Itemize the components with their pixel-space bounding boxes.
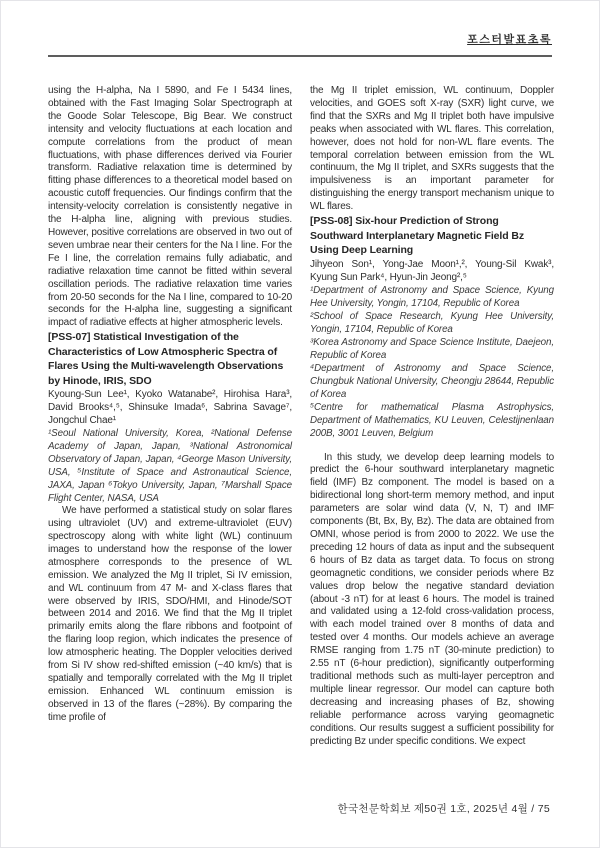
affiliation-entry: ¹Department of Astronomy and Space Science, Kyung Hee University, Yongin, 17104, Republic of Korea: [310, 284, 554, 309]
right-column: [310, 85, 554, 748]
affiliation-entry: ²School of Space Research, Kyung Hee University, Yongin, 17104, Republic of Korea: [310, 310, 554, 335]
abstract-continuation-text: the Mg II triplet emission, WL continuum, Doppler velocities, and GOES soft X-ray (SXR) light curve, we find that the SXRs and Mg II triplet both have impulsive peaks when associated with WL flares. This correlation, however, does not hold for non-WL flare events. The temporal correlation between emission from the WL continuum, the Mg II triplet, and SXRs suggests that the impulsiveness is an important parameter for distinguishing the energy transport mechanism unique to WL flares.: [310, 85, 554, 213]
abstract-continuation-text: using the H-alpha, Na I 5890, and Fe I 5434 lines, obtained with the Fast Imaging Solar Spectrograph at the Goode Solar Telescope, Big Bear. We construct intensity and velocity fluctuations at each location and compute correlations from the product of mean fluctuations, with phase differences derived via Fourier transform. Radiative relaxation time is determined by fitting phase differences to a theoretical model based on acoustic cutoff frequencies. Our findings confirm that the intensity-velocity correlation is consistently negative in the H-alpha line, aligning with previous studies. However, positive correlations are observed in two out of seven umbrae near their centers for the Na I line. For the Fe I line, the correlation remains fully adiabatic, and radiative relaxation time cannot be fitted within several oscillation periods. The radiative relaxation time varies from 20-50 seconds for the Na I line, compared to 10-20 seconds for the H-alpha line, suggesting a significant impact of radiative effects at higher atmospheric levels.: [48, 85, 292, 329]
abstract-title-pss07: [PSS-07] Statistical Investigation of the Characteristics of Low Atmospheric Spectra of Flares Using the Multi-wavelength Observations by Hinode, IRIS, SDO: [48, 331, 284, 387]
affiliation-entry: ⁴Department of Astronomy and Space Science, Chungbuk National University, Cheongju 28644, Republic of Korea: [310, 362, 554, 400]
affiliation-entry: ⁵Centre for mathematical Plasma Astrophysics, Department of Mathematics, KU Leuven, Celestijnenlaan 200B, 3001 Leuven, Belgium: [310, 401, 554, 439]
author-list-pss08: Jihyeon Son¹, Yong-Jae Moon¹,², Young-Sil Kwak³, Kyung Sun Park⁴, Hyun-Jin Jeong²,⁵: [310, 258, 554, 283]
header-rule: [48, 55, 552, 57]
two-column-layout: [48, 85, 554, 748]
abstract-body-pss08: In this study, we develop deep learning models to predict the 6-hour southward interplanetary magnetic field (IMF) Bz component. The model is based on a bidirectional long short-term memory method, and input parameters are solar wind data (V, N, T) and IMF components (Bt, Bx, By, Bz). The data are obtained from OMNI, whose period is from 2000 to 2022. We use the preceding 12 hours of data as input and the subsequent 6 hours of Bz data as target data. To focus on strong geomagnetic conditions, we consider periods where Bz values drop below the negative standard deviation (about -3 nT) for at least 6 hours. The model is trained and validated using a 12-fold cross-validation process, with each model trained over 8 months of data and tested over 4 months. Our models achieve an average RMSE ranging from 1.75 nT (30-minute prediction) to 2.55 nT (6-hour prediction), significantly outperforming traditional methods such as multi-layer perceptron and multiple linear regressor. Our model can capture both decreasing and increasing phases of Bz, showing reliable performance across varying geomagnetic conditions. Our results suggest a sufficient possibility for predicting Bz under specific conditions. We expect: [310, 451, 554, 747]
affiliations-pss07: ¹Seoul National University, Korea, ²National Defense Academy of Japan, Japan, ³National Astronomical Observatory of Japan, Japan, ⁴George Mason University, USA, ⁵Institute of Space and Astronautical Science, JAXA, Japan ⁶Tokyo University, Japan, ⁷Marshall Space Flight Center, NASA, USA: [48, 428, 292, 505]
affiliation-entry: ³Korea Astronomy and Space Science Institute, Daejeon, Republic of Korea: [310, 336, 554, 361]
page-footer: 한국천문학회보 제50권 1호, 2025년 4월 / 75: [337, 803, 550, 815]
affiliations-pss08: [310, 284, 554, 440]
running-head: 포스터발표초록: [467, 34, 552, 46]
left-column: [48, 85, 292, 748]
abstract-body-pss07: We have performed a statistical study on solar flares using ultraviolet (UV) and extreme-ultraviolet (EUV) spectroscopy along with white light (WL) continuum images to understand how the response of the lower atmosphere corresponds to the presence of WL emission. We analyzed the Mg II triplet, Si IV emission, and WL continuum from 47 M- and X-class flares that were observed by IRIS, SDO/HMI, and Hinode/SOT between 2014 and 2016. We find that the Mg II triplet primarily emits along the flare ribbons and footpoint of the flaring loop region, which indicates the presence of low atmospheric heating. The Doppler velocities derived from Si IV show red-shifted emission (~40 km/s) that is spatially and temporally correlated with the Mg II triplet emission. Enhanced WL continuum emission is observed in 13 of the flares (~28%). By comparing the time profile of: [48, 505, 292, 723]
author-list-pss07: Kyoung-Sun Lee¹, Kyoko Watanabe², Hirohisa Hara³, David Brooks⁴,⁵, Shinsuke Imada⁶, Sabrina Savage⁷, Jongchul Chae¹: [48, 389, 292, 427]
abstract-title-pss08: [PSS-08] Six-hour Prediction of Strong Southward Interplanetary Magnetic Field Bz Using Deep Learning: [310, 215, 524, 257]
